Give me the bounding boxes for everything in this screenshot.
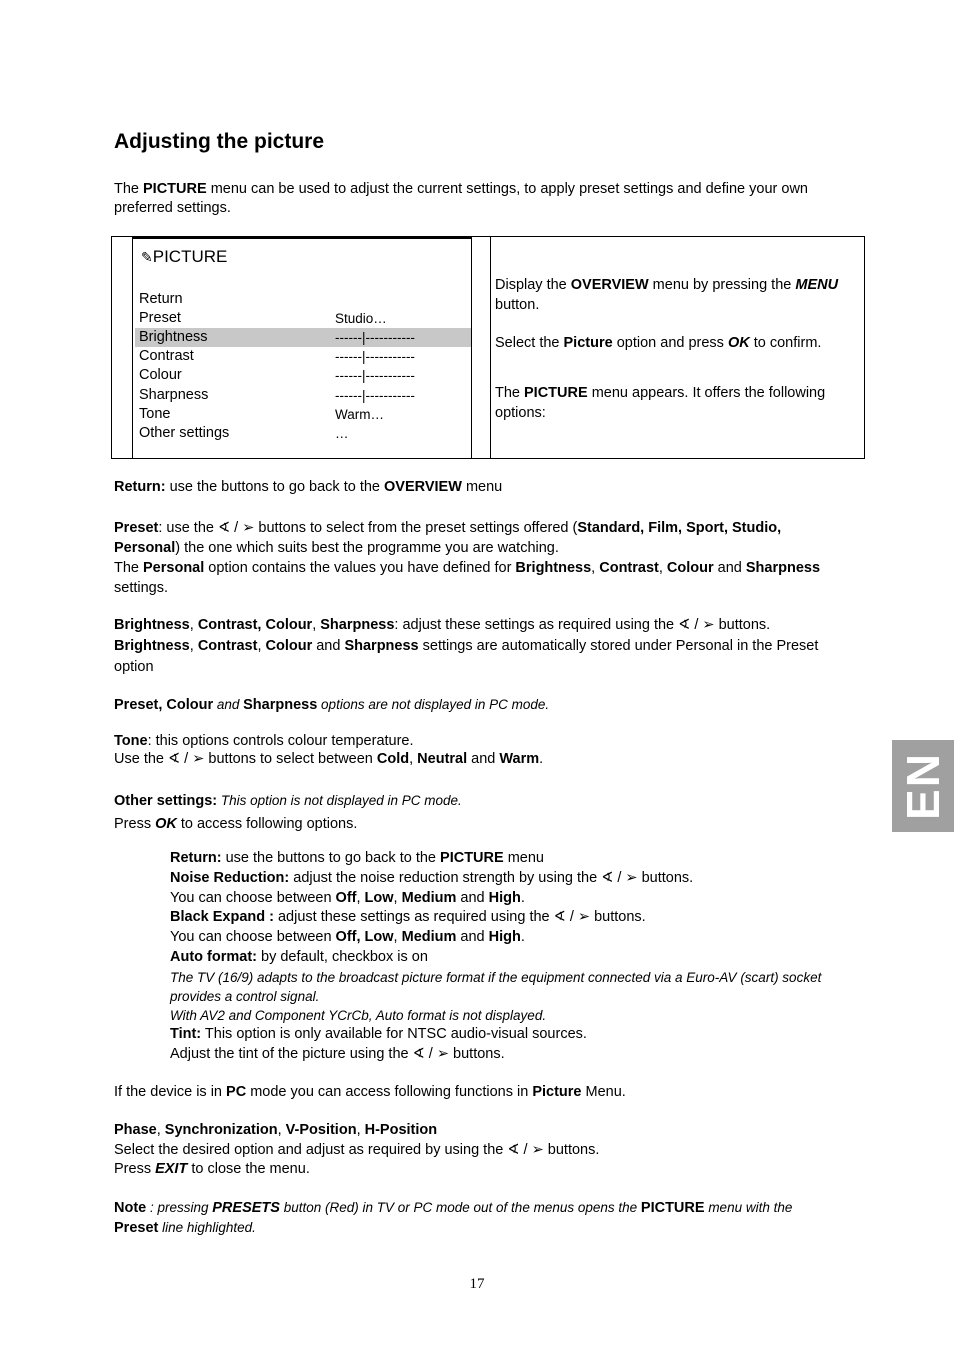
page-number: 17 bbox=[469, 1276, 485, 1292]
other-settings-suboptions bbox=[170, 849, 850, 1064]
arrow-buttons-icon: ∢ / ➢ bbox=[168, 751, 205, 767]
menu-row-brightness: Brightness ------|----------- bbox=[135, 328, 471, 347]
arrow-buttons-icon: ∢ / ➢ bbox=[553, 909, 591, 926]
menu-row-colour: Colour ------|----------- bbox=[139, 367, 415, 383]
preset-description: Preset: use the ∢ / ➢ buttons to select from the preset settings offered (Standard, Film, Sport, Studio, Personal) the one which suits best the programme you are watching. The Personal option contains the values you have defined for Brightness, Contrast, Colour and Sharpness settings. bbox=[114, 520, 821, 596]
language-tab: EN bbox=[892, 740, 954, 832]
sub-return: Return: use the buttons to go back to the PICTURE menu bbox=[170, 850, 544, 866]
phase-description: Phase, Synchronization, V-Position, H-Position Select the desired option and adjust as required by using the ∢ / ➢ buttons. Press EXIT to close the menu. bbox=[114, 1122, 600, 1177]
bcs-description: Brightness, Contrast, Colour, Sharpness: adjust these settings as required using the ∢ / ➢ buttons. Brightness, Contrast, Colour and Sharpness settings are automatically stored under Personal in the Preset option bbox=[114, 617, 819, 675]
menu-row-return: Return bbox=[139, 291, 183, 307]
presets-note: Note : pressing PRESETS button (Red) in TV or PC mode out of the menus opens the PICTURE menu with the Preset line highlighted. bbox=[114, 1200, 793, 1236]
arrow-buttons-icon: ∢ / ➢ bbox=[412, 1045, 450, 1062]
sub-auto-format: Auto format: by default, checkbox is on bbox=[170, 948, 428, 965]
arrow-buttons-icon: ∢ / ➢ bbox=[218, 520, 255, 536]
menu-row-other-settings: Other settings … bbox=[139, 425, 349, 441]
intro-paragraph: The PICTURE menu can be used to adjust the current settings, to apply preset settings and define your own preferred settings. bbox=[114, 181, 808, 216]
instruction-select-picture: Select the Picture option and press OK to confirm. bbox=[495, 335, 822, 351]
menu-row-sharpness: Sharpness ------|----------- bbox=[139, 387, 415, 403]
arrow-buttons-icon: ∢ / ➢ bbox=[601, 869, 638, 886]
arrow-buttons-icon: ∢ / ➢ bbox=[678, 617, 715, 633]
pencil-icon: ✎ bbox=[141, 249, 153, 265]
sub-noise-options: You can choose between Off, Low, Medium and High. bbox=[170, 889, 525, 906]
instructions-panel bbox=[490, 237, 864, 458]
other-settings-description: Other settings: This option is not displayed in PC mode. Press OK to access following options. bbox=[114, 793, 462, 832]
menu-title: ✎PICTURE bbox=[141, 247, 228, 266]
sub-black-expand: Black Expand : adjust these settings as required using the ∢ / ➢ buttons. bbox=[170, 909, 646, 926]
menu-row-contrast: Contrast ------|----------- bbox=[139, 348, 415, 364]
arrow-buttons-icon: ∢ / ➢ bbox=[507, 1141, 544, 1158]
sub-tint-adjust: Adjust the tint of the picture using the ∢ / ➢ buttons. bbox=[170, 1045, 505, 1062]
menu-row-tone: Tone Warm… bbox=[139, 406, 384, 422]
return-description: Return: use the buttons to go back to the OVERVIEW menu bbox=[114, 479, 503, 495]
sub-noise-reduction: Noise Reduction: adjust the noise reduction strength by using the ∢ / ➢ buttons. bbox=[170, 869, 694, 886]
pc-mode-intro: If the device is in PC mode you can access following functions in Picture Menu. bbox=[114, 1084, 626, 1100]
sub-auto-format-detail: The TV (16/9) adapts to the broadcast picture format if the equipment connected via a Euro-AV (scart) socket provides a control signal. With AV2 and Component YCrCb, Auto format is not displayed. bbox=[170, 969, 822, 1023]
pc-mode-note: Preset, Colour and Sharpness options are not displayed in PC mode. bbox=[114, 697, 550, 713]
sub-tint: Tint: This option is only available for NTSC audio-visual sources. bbox=[170, 1025, 587, 1042]
menu-row-preset: Preset Studio… bbox=[139, 310, 387, 326]
picture-menu-panel bbox=[132, 237, 472, 458]
sub-black-expand-options: You can choose between Off, Low, Medium and High. bbox=[170, 929, 525, 946]
instruction-display-overview: Display the OVERVIEW menu by pressing the MENU button. bbox=[495, 277, 839, 313]
tone-description: Tone: this options controls colour temperature. Use the ∢ / ➢ buttons to select between Cold, Neutral and Warm. bbox=[114, 733, 544, 767]
page-title: Adjusting the picture bbox=[114, 130, 324, 153]
instruction-menu-appears: The PICTURE menu appears. It offers the following options: bbox=[495, 385, 826, 421]
menu-illustration-box bbox=[111, 236, 865, 459]
